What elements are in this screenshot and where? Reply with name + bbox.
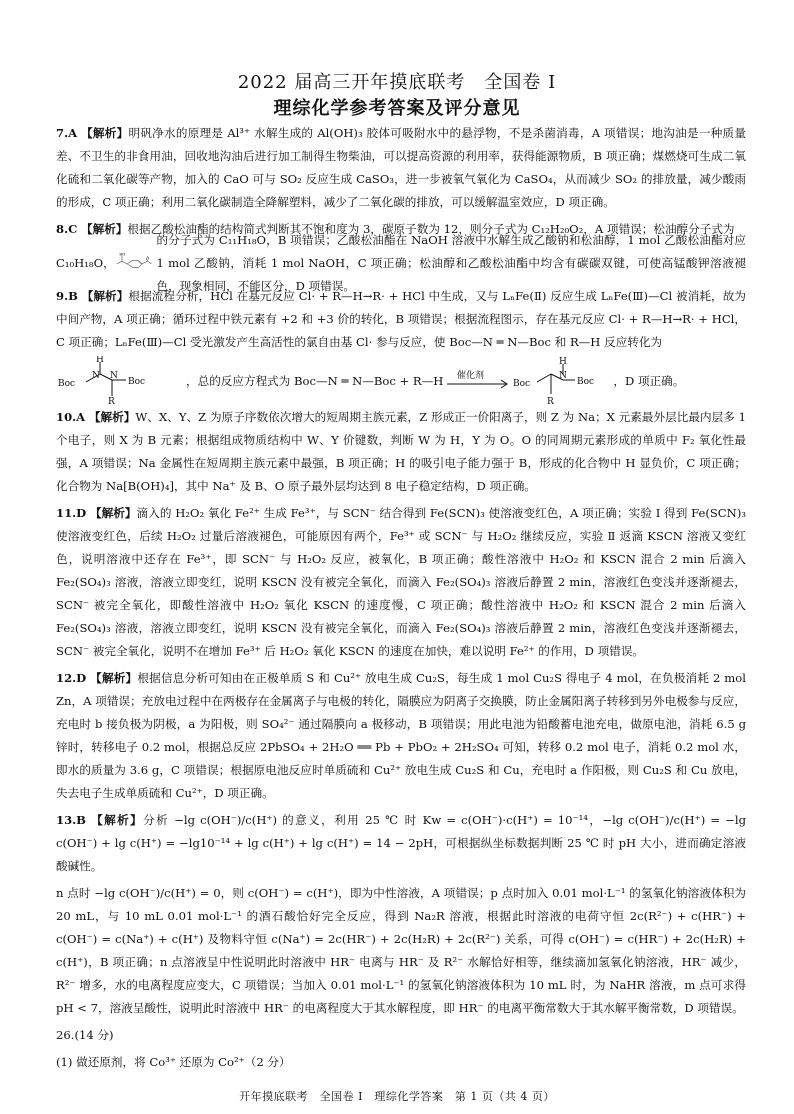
answer-text: 分析 −lg c(OH⁻)/c(H⁺) 的意义，利用 25 ℃ 时 Kw = c(OH⁻)·c(H⁺) = 10⁻¹⁴，−lg c(OH⁻)/c(H⁺) = −lg c(OH⁻) + lg c(H⁺) = −lg10⁻¹⁴ + lg c(H⁺) + lg c(H⁺) = 14 − 2pH，可根据纵坐标数据判断 25 ℃ 时 pH 大小，进而确定溶液酸碱性。: [56, 813, 746, 873]
answer-number: 8.C: [56, 222, 78, 236]
terpineol-structure-row: [56, 232, 746, 293]
answer-text: 的分子式为 C₁₁H₁₈O，B 项错误；乙酸松油酯在 NaOH 溶液中水解生成乙酸钠和松油醇，1 mol 乙酸松油酯对应 1 mol 乙酸钠，消耗 1 mol NaOH，C 项正确；松油醇和乙酸松油酯中均含有碳碳双键，可使高锰酸钾溶液褪色，现象相同，不能区分，D 项错误。: [156, 232, 746, 293]
svg-text:Boc: Boc: [128, 377, 146, 387]
answer-text: 做还原剂，将 Co³⁺ 还原为 Co²⁺（2 分）: [76, 1055, 291, 1069]
answer-9: [56, 285, 746, 354]
svg-text:H: H: [559, 357, 568, 367]
svg-text:R: R: [108, 397, 115, 406]
answer-11: [56, 502, 746, 663]
boc-product-structure-right: [513, 356, 613, 406]
answer-number: 13.B: [56, 813, 86, 827]
answer-number: 9.B: [56, 289, 78, 303]
page-footer: 开年摸底联考 全国卷 Ⅰ 理综化学答案 第 1 页（共 4 页）: [239, 1090, 555, 1103]
answer-26-part-1: [56, 1051, 746, 1074]
answer-number: 10.A: [56, 410, 86, 424]
answer-number: 12.D: [56, 671, 87, 685]
svg-text:H: H: [96, 356, 104, 365]
answer-13: [56, 809, 746, 878]
answer-text: 根据信息分析可知由在正极单质 S 和 Cu²⁺ 放电生成 Cu₂S，每生成 1 mol Cu₂S 得电子 4 mol，在负极消耗 2 mol Zn，A 项错误；充放电过程中在两极存在金属离子与电极的转化，隔膜应为阴离子交换膜，防止金属阳离子转移到另外电极参与反应，充电时 b 接负极为阴极，a 为阳极，则 SO₄²⁻ 通过隔膜向 a 极移动，B 项错误；用此电池为铅酸蓄电池充电，做原电池，消耗 6.5 g 锌时，转移电子 0.2 mol，根据总反应 2PbSO₄ + 2H₂O ══ Pb + PbO₂ + 2H₂SO₄ 可知，转移 0.2 mol 电子，消耗 0.2 mol 水，即水的质量为 3.6 g，C 项错误；根据原电池反应时单质硫和 Cu²⁺ 放电生成 Cu₂S 和 Cu，充电时 a 作阳极，则 Cu₂S 和 Cu 放电，失去电子生成单质硫和 Cu²⁺，D 项正确。: [56, 671, 746, 800]
answer-10: [56, 406, 746, 498]
catalyst-label: 催化剂: [457, 371, 485, 381]
page-title: 2022 届高三开年摸底联考 全国卷 Ⅰ: [237, 72, 557, 93]
answer-text: 明矾净水的原理是 Al³⁺ 水解生成的 Al(OH)₃ 胶体可吸附水中的悬浮物，不是杀菌消毒，A 项错误；地沟油是一种质量差、不卫生的非食用油，回收地沟油后进行加工制得生物柴油，可以提高资源的利用率，获得能源物质，B 项正确；煤燃烧可生成二氧化硫和二氧化碳等产物，加入的 CaO 可与 SO₂ 反应生成 CaSO₃，进一步被氧气氧化为 CaSO₄，从而减少 SO₂ 的排放量，减少酸雨的形成，C 项正确；利用二氧化碳制造全降解塑料，减少了二氧化碳的排放，可以缓解温室效应，D 项正确。: [56, 126, 746, 209]
terpineol-structure-diagram: [115, 241, 157, 285]
svg-text:N: N: [559, 371, 568, 381]
analysis-tag: 【解析】: [89, 506, 137, 520]
analysis-tag: 【解析】: [91, 813, 144, 827]
reaction-text: ，总的反应方程式为 Boc—N ═ N—Boc + R—H: [186, 373, 444, 388]
analysis-tag: 【解析】: [81, 289, 129, 303]
boc-product-structure-left: [56, 356, 186, 406]
analysis-tag: 【解析】: [81, 222, 128, 236]
answer-text: W、X、Y、Z 为原子序数依次增大的短周期主族元素，Z 形成正一价阳离子，则 Z 为 Na；X 元素最外层比最内层多 1 个电子，则 X 为 B 元素；根据组成物质结构中 W、Y 价键数，判断 W 为 H，Y 为 O。O 的同周期元素形成的单质中 F₂ 氧化性最强，A 项错误；Na 金属性在短周期主族元素中最强，B 项正确；H 的吸引电子能力强于 B，形成的化合物中 H 显负价，C 项正确；化合物为 Na[B(OH)₄]，其中 Na⁺ 及 B、O 原子最外层均达到 8 电子稳定结构，D 项正确。: [56, 410, 746, 493]
answer-number: 7.A: [56, 126, 78, 140]
answer-text: 滴入的 H₂O₂ 氧化 Fe²⁺ 生成 Fe³⁺，与 SCN⁻ 结合得到 Fe(SCN)₃ 使溶液变红色，A 项正确；实验 Ⅰ 得到 Fe(SCN)₃ 使溶液变红色，后续 H₂O₂ 过量后溶液褪色，可能原因有两个，Fe³⁺ 或 SCN⁻ 与 H₂O₂ 继续反应，实验 Ⅱ 返滴 KSCN 溶液又变红色，说明溶液中还存在 Fe³⁺，即 SCN⁻ 与 H₂O₂ 反应，被氧化，B 项正确；酸性溶液中 H₂O₂ 和 KSCN 混合 2 min 后滴入 Fe₂(SO₄)₃ 溶液，溶液立即变红，说明 KSCN 没有被完全氧化，而滴入 Fe₂(SO₄)₃ 溶液后静置 2 min，溶液红色变浅并逐渐褪去，SCN⁻ 被完全氧化，即酸性溶液中 H₂O₂ 氧化 KSCN 的速度慢，C 项正确；酸性溶液中 H₂O₂ 和 KSCN 混合 2 min 后滴入 Fe₂(SO₄)₃ 溶液，溶液立即变红，说明 KSCN 没有被完全氧化，而滴入 Fe₂(SO₄)₃ 溶液后静置 2 min，溶液红色变浅并逐渐褪去，SCN⁻ 被完全氧化，说明不在增加 Fe³⁺ 后 H₂O₂ 氧化 KSCN 的速度在加快，难以说明 Fe²⁺ 的作用，D 项错误。: [56, 506, 746, 658]
answers-body: [56, 122, 746, 1074]
svg-text:N: N: [110, 371, 118, 381]
answer-26-heading: [56, 1024, 746, 1047]
answer-text: 根据乙酸松油酯的结构简式判断其不饱和度为 3，碳原子数为 12，则分子式为 C₁₂H₂₀O₂，A 项错误；松油醇分子式为: [127, 222, 735, 236]
catalyst-arrow: [443, 366, 513, 396]
answer-12: [56, 667, 746, 805]
formula-label: C₁₀H₁₈O，: [56, 255, 115, 270]
answer-number: 11.D: [56, 506, 87, 520]
analysis-tag: 【解析】: [88, 410, 136, 424]
analysis-tag: 【解析】: [81, 126, 129, 140]
answer-13-continued: [56, 882, 746, 1020]
svg-text:HO: HO: [119, 252, 125, 257]
answer-7: [56, 122, 746, 214]
answer-text: 根据流程分析，HCl 在基元反应 Cl· + R—H→R· + HCl 中生成，又与 LₙFe(Ⅱ) 反应生成 LₙFe(Ⅲ)—Cl 被消耗，故为中间产物，A 项正确；循环过程中铁元素有 +2 和 +3 价的转化，B 项错误；根据流程图示，存在基元反应 Cl· + R—H→R· + HCl，C 项正确；LₙFe(Ⅲ)—Cl 受光激发产生高活性的氯自由基 Cl· 参与反应，使 Boc—N ═ N—Boc 和 R—H 反应转化为: [56, 289, 746, 349]
svg-text:Boc: Boc: [58, 379, 76, 389]
answer-text: n 点时 −lg c(OH⁻)/c(H⁺) = 0，则 c(OH⁻) = c(H⁺)，即为中性溶液，A 项错误；p 点时加入 0.01 mol·L⁻¹ 的氢氧化钠溶液体积为 20 mL，与 10 mL 0.01 mol·L⁻¹ 的酒石酸恰好完全反应，得到 Na₂R 溶液，根据此时溶液的电荷守恒 2c(R²⁻) + c(HR⁻) + c(OH⁻) = c(Na⁺) + c(H⁺) 及物料守恒 c(Na⁺) = 2c(HR⁻) + 2c(H₂R) + 2c(R²⁻) 关系，可得 c(OH⁻) = c(HR⁻) + 2c(H₂R) + c(H⁺)，B 项正确；n 点溶液呈中性说明此时溶液中 HR⁻ 电离与 HR⁻ 及 R²⁻ 水解恰好相等，继续滴加氢氧化钠溶液，HR⁻ 减少，R²⁻ 增多，水的电离程度应变大，C 项错误；当加入 0.01 mol·L⁻¹ 的氢氧化钠溶液体积为 10 mL 时，为 NaHR 溶液，m 点可求得 pH < 7，溶液呈酸性，说明此时溶液中 HR⁻ 的电离程度大于其水解程度，即 HR⁻ 的电离平衡常数大于其水解平衡常数，D 项错误。: [56, 886, 746, 1015]
analysis-tag: 【解析】: [90, 671, 138, 685]
svg-text:N: N: [92, 371, 100, 381]
svg-text:Boc: Boc: [513, 379, 531, 389]
svg-text:R: R: [547, 397, 555, 406]
sub-question-number: (1): [56, 1055, 73, 1069]
answer-number: 26.(14 分): [56, 1028, 114, 1042]
boc-reaction-row: [56, 356, 746, 406]
svg-text:Boc: Boc: [577, 377, 595, 387]
reaction-text-end: ，D 项正确。: [613, 373, 685, 388]
page-subtitle: 理综化学参考答案及评分意见: [273, 98, 521, 119]
